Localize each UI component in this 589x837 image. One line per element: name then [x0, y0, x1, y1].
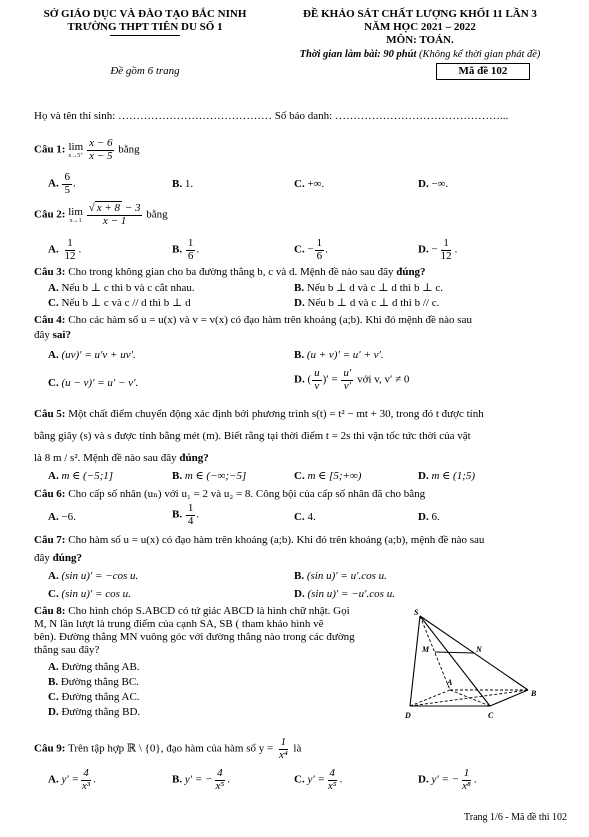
q4-option-d: D. ( $\frac{u}{v}$ )′ = $\frac{u'}{v'}$ với v, v′ ≠ 0 [294, 367, 410, 392]
page-count: Đề gồm 6 trang [110, 65, 180, 77]
q1-option-c [294, 178, 324, 190]
candidate-info: Họ và tên thí sinh: …………………………………… Số báo danh: ………………………………………... [34, 110, 509, 122]
q9-a-frac [80, 768, 92, 792]
q2-option-d: D. − $\frac{1}{12}$ . [418, 237, 458, 262]
q4-option-c [48, 377, 138, 389]
q1-fraction [87, 138, 114, 162]
q2-d-sign: − [431, 243, 438, 256]
q9-text: Trên tập hợp ℝ \ {0}, đạo hàm của hàm số y = [68, 742, 274, 755]
q9-d-frac [460, 768, 473, 792]
q8-d-label: D. [48, 706, 59, 718]
exam-code-box: Mã đề 102 [436, 63, 530, 80]
label-b: B [531, 689, 537, 698]
q7-a-label: A. [48, 570, 59, 582]
q3-d-label: D. [294, 297, 305, 309]
q8-option-b [48, 676, 139, 688]
q9-option-b: B. y′ = − $\frac{4}{\text{x⁵}}$ . [172, 767, 230, 792]
q5-b-text: m ∈ (−∞;−5] [184, 470, 247, 482]
q8-a-text: Đường thẳng AB. [61, 661, 140, 673]
q6-b-num: 1 [187, 502, 194, 514]
q8-c-label: C. [48, 691, 59, 703]
q6-a-label: A. [48, 511, 59, 523]
q3-option-b [294, 281, 443, 294]
q3-text: Cho trong không gian cho ba đường thẳng b, c và d. Mệnh đề nào sau đây [68, 266, 394, 278]
q2-a-den: 12 [64, 249, 76, 262]
q2-d-den: 12 [440, 249, 452, 262]
q2-a-label: A. [48, 243, 59, 256]
q2-lim-sub: x→1 [69, 217, 82, 224]
q1-d-val: −∞. [431, 178, 449, 190]
q4-option-b [294, 349, 384, 361]
q4-d-frac2 [341, 368, 353, 392]
label-m: M [422, 645, 430, 654]
q8-line2: M, N lần lượt là trung điểm của cạnh SA, SB ( tham khảo hình vẽ [34, 618, 324, 630]
q2-radicand: x + 8 [96, 202, 121, 214]
q7-c-text: (sin u)′ = cos u. [61, 588, 131, 600]
q8-c-text: Đường thẳng AC. [61, 691, 140, 703]
question-4 [34, 314, 472, 326]
q9-c-den: x⁵ [327, 779, 337, 792]
q2-label: Câu 2: [34, 208, 66, 221]
q8-label: Câu 8: [34, 605, 66, 617]
question-2 [34, 203, 168, 227]
q3-label: Câu 3: [34, 266, 66, 278]
question-8 [34, 605, 350, 617]
question-5-line3 [34, 452, 209, 464]
q3-d-text: Nếu b ⊥ d và c ⊥ d thì b // c. [307, 297, 440, 309]
q9-c-num: 4 [329, 767, 336, 779]
q2-den: x − 1 [102, 214, 127, 227]
q7-d-text: (sin u)′ = −u′.cos u. [307, 588, 395, 600]
q3-b-label: B. [294, 282, 305, 294]
q6-label: Câu 6: [34, 488, 66, 500]
subject: MÔN: TOÁN. [386, 34, 454, 46]
q7-bold: đúng? [52, 552, 82, 564]
q4-b-text: (u + v)′ = u′ + v′. [306, 349, 384, 361]
q5-a-text: m ∈ (−5;1] [61, 470, 114, 482]
q7-line2: đây [34, 552, 50, 564]
q4-a-label: A. [48, 349, 59, 361]
q9-c-pre: y′ = [307, 773, 325, 786]
q2-c-den: 6 [316, 249, 323, 262]
q2-c-frac [315, 238, 325, 262]
q4-label: Câu 4: [34, 314, 66, 326]
q5-label: Câu 5: [34, 408, 66, 420]
q3-option-a [48, 281, 195, 294]
q5-d-text: m ∈ (1;5) [431, 470, 476, 482]
question-7-line2 [34, 552, 82, 564]
q1-option-a: A. $\frac{6}{5}$ . [48, 171, 76, 196]
q5-line1: Một chất điểm chuyển động xác định bởi phương trình s(t) = t² − mt + 30, trong đó t được tính [68, 408, 484, 420]
q4-c-text: (u − v)′ = u′ − v′. [61, 377, 139, 389]
edge-sc [420, 616, 490, 706]
q9-b-num: 4 [217, 767, 223, 779]
label-n: N [476, 645, 482, 654]
q4-b-label: B. [294, 349, 305, 361]
q2-a-num: 1 [67, 237, 73, 249]
question-1 [34, 138, 140, 162]
q2-b-num: 1 [187, 237, 194, 249]
q6-b-den: 4 [187, 514, 194, 527]
q2-d-num: 1 [443, 237, 449, 249]
exam-title: ĐỀ KHẢO SÁT CHẤT LƯỢNG KHỐI 11 LẦN 3 [303, 8, 537, 20]
edge-sd [410, 616, 420, 706]
q8-b-text: Đường thẳng BC. [60, 676, 139, 688]
q6-option-c [294, 511, 316, 523]
time-line [250, 49, 589, 60]
q5-line2: bằng giây (s) và s được tính bằng mét (m). Biết rằng tại thời điểm t = 2s thì vận tốc tức thời của vật [34, 430, 471, 442]
q2-tail: bằng [146, 208, 168, 221]
q2-limit [68, 207, 83, 224]
q1-lim-sub: x→5⁺ [68, 152, 84, 159]
q3-c-label: C. [48, 297, 59, 309]
q1-b-label: B. [172, 178, 183, 190]
q9-d-label: D. [418, 773, 429, 786]
q2-b-den: 6 [187, 249, 194, 262]
school-name: TRƯỜNG THPT TIÊN DU SỐ 1 [67, 21, 223, 33]
q2-option-b: B. $\frac{1}{6}$ . [172, 237, 200, 262]
q1-den: x − 5 [89, 149, 113, 162]
q9-c-label: C. [294, 773, 305, 786]
q8-option-d [48, 706, 140, 718]
label-a: A [447, 678, 453, 687]
q2-c-num: 1 [316, 237, 323, 249]
q9-den: x⁴ [278, 748, 288, 761]
q1-a-den: 5 [64, 183, 70, 196]
question-3 [34, 266, 426, 278]
edge-cb [490, 690, 528, 706]
school-underline [110, 35, 180, 36]
q1-limit [68, 142, 83, 159]
q9-fraction [277, 737, 290, 761]
q2-b-frac [186, 238, 196, 262]
q4-line2: đây [34, 329, 50, 341]
dept-name: SỞ GIÁO DỤC VÀ ĐÀO TẠO BẮC NINH [43, 8, 247, 20]
q2-option-c: C. − $\frac{1}{6}$ . [294, 237, 328, 262]
q2-num-tail: − 3 [124, 202, 141, 214]
q3-a-text: Nếu b ⊥ c thì b và c cắt nhau. [61, 282, 195, 294]
q2-b-label: B. [172, 243, 183, 256]
q4-d-label: D. [294, 373, 305, 386]
q9-b-pre: y′ = − [184, 773, 213, 786]
q5-a-label: A. [48, 470, 59, 482]
q8-d-text: Đường thẳng BD. [61, 706, 141, 718]
q8-option-c [48, 691, 140, 703]
q5-bold: đúng? [179, 452, 209, 464]
q3-bold: đúng? [396, 266, 426, 278]
q7-b-text: (sin u)′ = u′.cos u. [306, 570, 387, 582]
q9-c-frac [326, 768, 339, 792]
q2-c-sign: − [307, 243, 314, 256]
q1-c-val: +∞. [307, 178, 325, 190]
time-note: (Không kể thời gian phát đề) [419, 49, 541, 60]
q9-b-den: x⁵ [215, 779, 225, 792]
question-7 [34, 534, 484, 546]
q4-d-frac1 [312, 368, 322, 392]
q5-option-a [48, 469, 113, 482]
q6-c-text: 4. [307, 511, 316, 523]
q6-d-label: D. [418, 511, 429, 523]
q2-d-frac [439, 238, 454, 262]
q9-a-den: x³ [81, 779, 91, 792]
q3-c-text: Nếu b ⊥ c và c // d thì b ⊥ d [61, 297, 191, 309]
q8-line3: bên). Đường thẳng MN vuông góc với đường thẳng nào trong các đường [34, 631, 355, 643]
q7-label: Câu 7: [34, 534, 66, 546]
q8-line1: Cho hình chóp S.ABCD có tứ giác ABCD là hình chữ nhật. Gọi [68, 605, 350, 617]
question-4-line2 [34, 329, 71, 341]
q6-option-d [418, 511, 440, 523]
q5-d-label: D. [418, 470, 429, 482]
q7-option-c [48, 588, 131, 600]
label-c: C [488, 711, 494, 720]
q6-a-text: −6. [61, 511, 76, 523]
q6-option-a [48, 511, 76, 523]
q7-c-label: C. [48, 588, 59, 600]
q1-label: Câu 1: [34, 143, 66, 156]
q1-a-num: 6 [64, 171, 70, 183]
q1-num: x − 6 [89, 137, 113, 149]
q1-a-label: A. [48, 177, 59, 190]
q9-option-c: C. y′ = $\frac{4}{\text{x⁵}}$ . [294, 767, 343, 792]
q5-c-label: C. [294, 470, 305, 482]
q4-c-label: C. [48, 377, 59, 389]
q3-option-d [294, 296, 439, 309]
q2-option-a: A. $\frac{1}{12}$ . [48, 237, 82, 262]
q9-d-pre: y′ = − [431, 773, 460, 786]
q4-d-tail: với v, v′ ≠ 0 [357, 373, 410, 386]
q7-option-a [48, 570, 138, 582]
q2-c-label: C. [294, 243, 305, 256]
q1-option-b [172, 178, 193, 190]
q6-c-label: C. [294, 511, 305, 523]
q1-lim: lim [68, 140, 84, 153]
q9-option-d: D. y′ = − $\frac{1}{\text{x⁸}}$ . [418, 767, 477, 792]
segment-mn [435, 652, 474, 653]
q4-d-mid: ′ = [326, 373, 338, 386]
q4-option-a [48, 349, 136, 361]
q4-d-num: u [314, 367, 320, 379]
q8-a-label: A. [48, 661, 59, 673]
q8-option-a [48, 661, 140, 673]
q6-b-frac [186, 503, 196, 527]
q9-tail: là [293, 742, 302, 755]
q4-d-den2: v′ [343, 379, 352, 392]
q1-c-label: C. [294, 178, 305, 190]
q9-b-frac [213, 768, 226, 792]
q6-d-text: 6. [431, 511, 440, 523]
q6-b-label: B. [172, 508, 183, 521]
q8-line4: thẳng sau đây? [34, 644, 100, 656]
label-s: S [414, 608, 419, 617]
q5-option-d [418, 469, 475, 482]
q1-b-val: 1. [184, 178, 194, 190]
q2-d-label: D. [418, 243, 429, 256]
q9-option-a: A. y′ = $\frac{4}{\text{x³}}$ . [48, 767, 96, 792]
question-6 [34, 487, 425, 500]
q5-b-label: B. [172, 470, 183, 482]
pyramid-figure [400, 608, 550, 738]
q7-option-d [294, 588, 395, 600]
q8-b-label: B. [48, 676, 59, 688]
page-footer: Trang 1/6 - Mã đề thi 102 [464, 812, 567, 823]
school-year: NĂM HỌC 2021 – 2022 [364, 21, 476, 33]
q2-fraction [87, 203, 143, 227]
q6-option-b: B. $\frac{1}{4}$ . [172, 502, 200, 527]
q3-option-c [48, 296, 191, 309]
q1-option-d [418, 178, 448, 190]
q5-line3: là 8 m / s². Mệnh đề nào sau đây [34, 452, 177, 464]
q7-a-text: (sin u)′ = −cos u. [61, 570, 139, 582]
q3-a-label: A. [48, 282, 59, 294]
q7-line1: Cho hàm số u = u(x) có đạo hàm trên khoảng (a;b). Khi đó trên khoảng (a;b), mệnh đề nào sau [68, 534, 485, 546]
q4-a-text: (uv)′ = u′v + uv′. [61, 349, 136, 361]
q7-option-b [294, 570, 387, 582]
q9-d-num: 1 [463, 767, 470, 779]
q2-a-frac [62, 238, 77, 262]
q9-a-label: A. [48, 773, 59, 786]
label-d: D [405, 711, 411, 720]
q9-d-den: x⁸ [462, 779, 471, 792]
q9-b-label: B. [172, 773, 183, 786]
q4-line1: Cho các hàm số u = u(x) và v = v(x) có đạo hàm trên khoảng (a;b). Khi đó mệnh đề nào sau [68, 314, 472, 326]
q2-lim: lim [68, 205, 83, 218]
q6-text: Cho cấp số nhân (uₙ) với u₁ = 2 và u₂ = 8. Công bội của cấp số nhân đã cho bằng [68, 488, 426, 500]
q7-b-label: B. [294, 570, 305, 582]
q2-num: √ x + 8 − 3 [88, 202, 141, 214]
question-5 [34, 408, 484, 420]
q5-option-c [294, 469, 361, 482]
q4-d-num2: u′ [343, 367, 352, 379]
q4-bold: sai? [52, 329, 71, 341]
q9-a-num: 4 [83, 767, 89, 779]
q7-d-label: D. [294, 588, 305, 600]
q5-c-text: m ∈ [5;+∞) [307, 470, 362, 482]
q4-d-den: v [314, 379, 320, 392]
q9-label: Câu 9: [34, 742, 66, 755]
q5-option-b [172, 469, 246, 482]
q1-tail: bằng [118, 143, 140, 156]
q9-a-pre: y′ = [61, 773, 79, 786]
question-9 [34, 737, 301, 761]
q1-d-label: D. [418, 178, 429, 190]
q1-a-frac [62, 172, 72, 196]
q9-num: 1 [280, 736, 287, 748]
time-limit: Thời gian làm bài: 90 phút [299, 49, 417, 60]
q3-b-text: Nếu b ⊥ d và c ⊥ d thì b ⊥ c. [306, 282, 443, 294]
